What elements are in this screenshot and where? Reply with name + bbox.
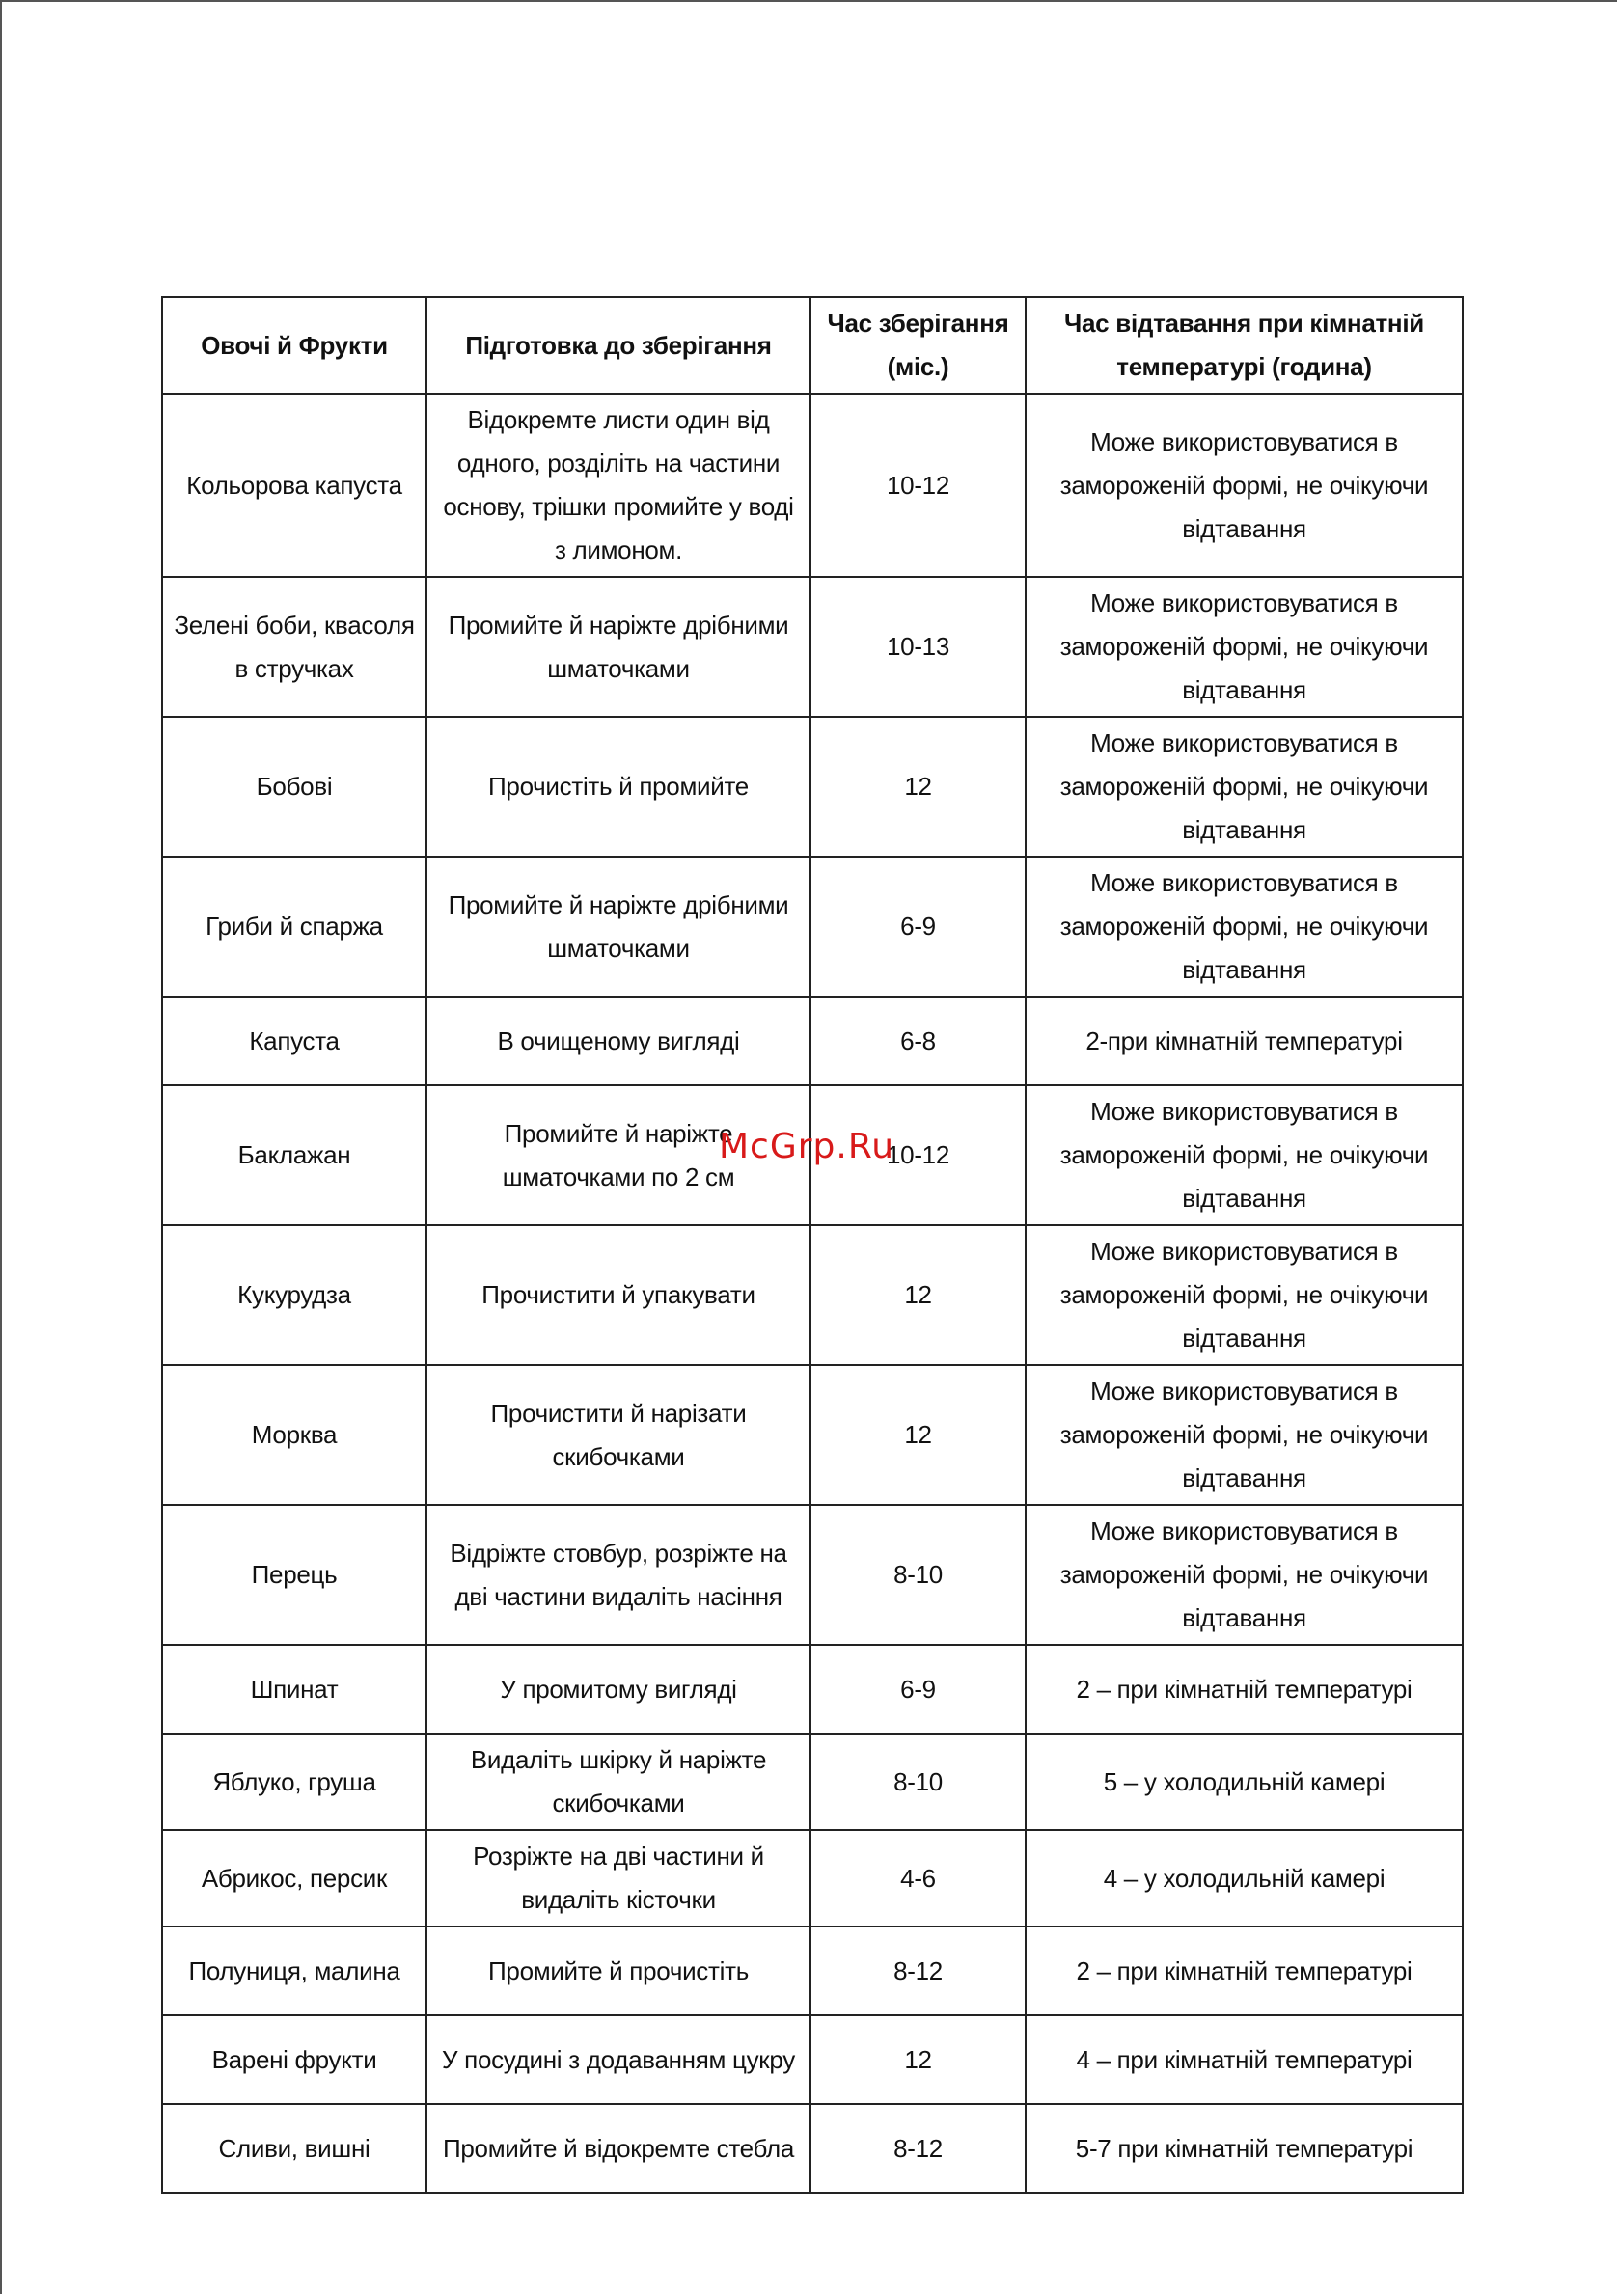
storage-table: [161, 296, 1464, 2194]
cell-thaw: Може використовуватися в замороженій формі, не очікуючи відтавання: [1026, 857, 1463, 997]
cell-storage: 12: [810, 1225, 1026, 1365]
cell-prep: В очищеному вигляді: [426, 997, 810, 1085]
cell-prep: Видаліть шкірку й наріжте скибочками: [426, 1734, 810, 1830]
cell-storage: 8-10: [810, 1505, 1026, 1645]
cell-prep: Промийте й наріжте дрібними шматочками: [426, 857, 810, 997]
cell-prep: Розріжте на дві частини й видаліть кісточки: [426, 1830, 810, 1927]
cell-prep: Промийте й прочистіть: [426, 1927, 810, 2015]
table-row: [162, 1645, 1463, 1734]
cell-prep: Прочистити й упакувати: [426, 1225, 810, 1365]
cell-storage: 10-13: [810, 577, 1026, 717]
cell-prep: Прочистити й нарізати скибочками: [426, 1365, 810, 1505]
table-row: [162, 2015, 1463, 2104]
table-row: [162, 394, 1463, 577]
cell-thaw: 4 – при кімнатній температурі: [1026, 2015, 1463, 2104]
watermark: McGrp.Ru: [719, 1127, 895, 1166]
cell-item: Полуниця, малина: [162, 1927, 426, 2015]
header-item: Овочі й Фрукти: [162, 297, 426, 394]
table-row: [162, 1365, 1463, 1505]
cell-storage: 8-10: [810, 1734, 1026, 1830]
cell-prep: Промийте й відокремте стебла: [426, 2104, 810, 2193]
header-thaw-time: Час відтавання при кімнатній температурі (година): [1026, 297, 1463, 394]
cell-item: Яблуко, груша: [162, 1734, 426, 1830]
cell-item: Гриби й спаржа: [162, 857, 426, 997]
cell-item: Бобові: [162, 717, 426, 857]
cell-storage: 8-12: [810, 2104, 1026, 2193]
cell-storage: 8-12: [810, 1927, 1026, 2015]
cell-thaw: Може використовуватися в замороженій формі, не очікуючи відтавання: [1026, 394, 1463, 577]
cell-item: Сливи, вишні: [162, 2104, 426, 2193]
cell-storage: 12: [810, 1365, 1026, 1505]
cell-storage: 12: [810, 717, 1026, 857]
cell-thaw: Може використовуватися в замороженій формі, не очікуючи відтавання: [1026, 717, 1463, 857]
cell-prep: У промитому вигляді: [426, 1645, 810, 1734]
cell-item: Баклажан: [162, 1085, 426, 1225]
cell-thaw: Може використовуватися в замороженій формі, не очікуючи відтавання: [1026, 1505, 1463, 1645]
cell-thaw: 2 – при кімнатній температурі: [1026, 1927, 1463, 2015]
cell-storage: 6-9: [810, 1645, 1026, 1734]
cell-thaw: Може використовуватися в замороженій формі, не очікуючи відтавання: [1026, 1225, 1463, 1365]
cell-prep: Відокремте листи один від одного, розділіть на частини основу, трішки промийте у воді з лимоном.: [426, 394, 810, 577]
cell-storage: 10-12: [810, 394, 1026, 577]
cell-storage: 10-12: [810, 1085, 1026, 1225]
cell-prep: Промийте й наріжте шматочками по 2 см: [426, 1085, 810, 1225]
header-prep: Підготовка до зберігання: [426, 297, 810, 394]
table-row: [162, 997, 1463, 1085]
cell-item: Варені фрукти: [162, 2015, 426, 2104]
cell-thaw: 2 – при кімнатній температурі: [1026, 1645, 1463, 1734]
cell-thaw: 5-7 при кімнатній температурі: [1026, 2104, 1463, 2193]
cell-prep: Промийте й наріжте дрібними шматочками: [426, 577, 810, 717]
table-row: [162, 1830, 1463, 1927]
table-row: [162, 1505, 1463, 1645]
cell-item: Кукурудза: [162, 1225, 426, 1365]
cell-item: Абрикос, персик: [162, 1830, 426, 1927]
cell-prep: Відріжте стовбур, розріжте на дві частини видаліть насіння: [426, 1505, 810, 1645]
table-row: [162, 857, 1463, 997]
cell-thaw: 5 – у холодильній камері: [1026, 1734, 1463, 1830]
cell-storage: 4-6: [810, 1830, 1026, 1927]
cell-item: Кольорова капуста: [162, 394, 426, 577]
cell-storage: 6-9: [810, 857, 1026, 997]
cell-item: Морква: [162, 1365, 426, 1505]
cell-prep: У посудині з додаванням цукру: [426, 2015, 810, 2104]
cell-thaw: Може використовуватися в замороженій формі, не очікуючи відтавання: [1026, 1085, 1463, 1225]
cell-storage: 12: [810, 2015, 1026, 2104]
cell-thaw: 4 – у холодильній камері: [1026, 1830, 1463, 1927]
header-storage-time: Час зберігання (міс.): [810, 297, 1026, 394]
cell-prep: Прочистіть й промийте: [426, 717, 810, 857]
cell-item: Перець: [162, 1505, 426, 1645]
table-row: [162, 1734, 1463, 1830]
table-row: [162, 717, 1463, 857]
cell-thaw: 2-при кімнатній температурі: [1026, 997, 1463, 1085]
cell-item: Зелені боби, квасоля в стручках: [162, 577, 426, 717]
cell-storage: 6-8: [810, 997, 1026, 1085]
cell-thaw: Може використовуватися в замороженій формі, не очікуючи відтавання: [1026, 577, 1463, 717]
table-row: [162, 1225, 1463, 1365]
table-row: [162, 2104, 1463, 2193]
table-row: [162, 1927, 1463, 2015]
cell-thaw: Може використовуватися в замороженій формі, не очікуючи відтавання: [1026, 1365, 1463, 1505]
cell-item: Капуста: [162, 997, 426, 1085]
table-row: [162, 577, 1463, 717]
table-header-row: [162, 297, 1463, 394]
cell-item: Шпинат: [162, 1645, 426, 1734]
